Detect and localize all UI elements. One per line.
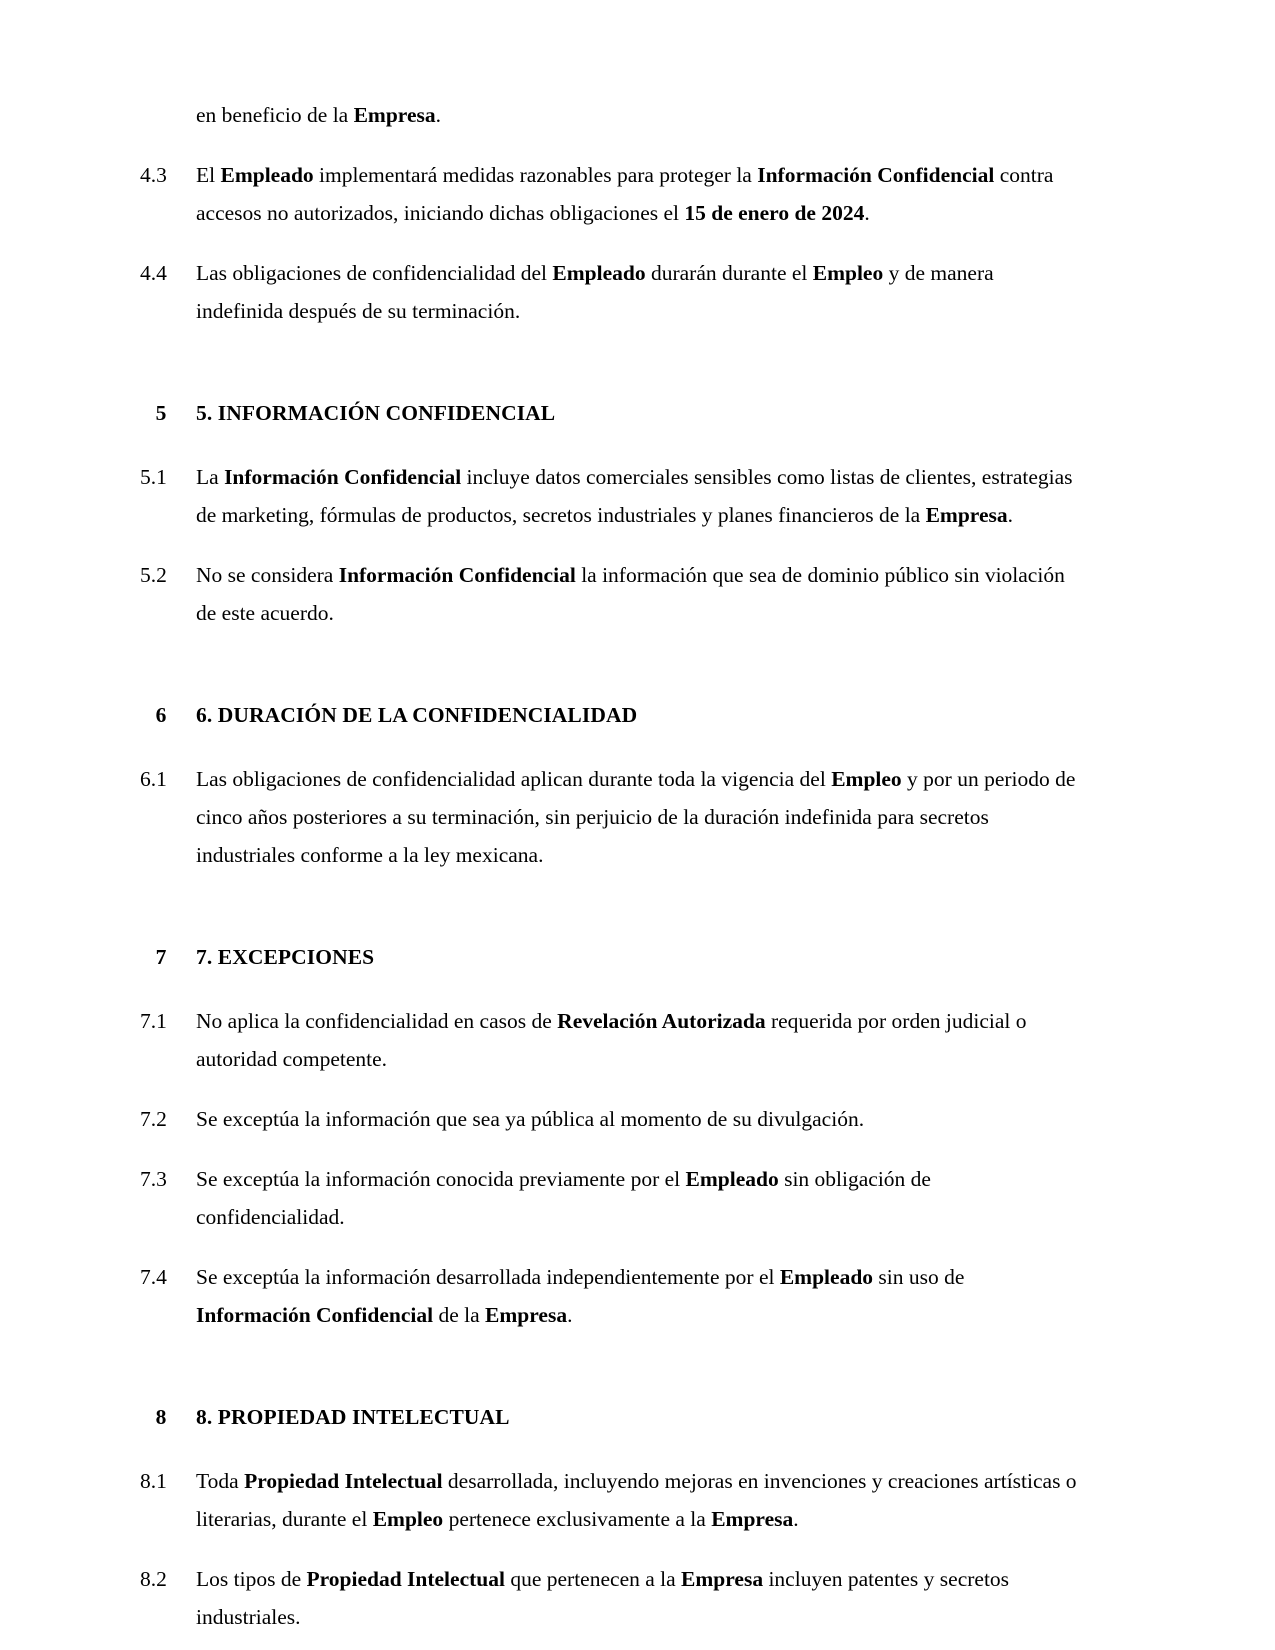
clause-item — [140, 1100, 1080, 1138]
clause-text: Las obligaciones de confidencialidad aplican durante toda la vigencia del Empleo y por un periodo de cinco años posteriores a su terminación, sin perjuicio de la duración indefinida para secretos industriales conforme a la ley mexicana. — [196, 767, 1076, 867]
section-number: 8 — [155, 1405, 167, 1429]
clause-item — [140, 1160, 1080, 1236]
clause-item — [140, 1002, 1080, 1078]
clause-item — [140, 1462, 1080, 1538]
clause-number: 4.4 — [140, 261, 167, 285]
section-heading — [140, 1398, 1080, 1436]
section-title: 5. INFORMACIÓN CONFIDENCIAL — [196, 401, 556, 425]
clause-item — [140, 1560, 1080, 1636]
clause-number: 6.1 — [140, 767, 167, 791]
clause-item — [140, 458, 1080, 534]
clause-item — [140, 1258, 1080, 1334]
clause-number: 7.2 — [140, 1107, 167, 1131]
clause-text: El Empleado implementará medidas razonables para proteger la Información Confidencial contra accesos no autorizados, iniciando dichas obligaciones el 15 de enero de 2024. — [196, 163, 1054, 225]
clause-text: Se exceptúa la información que sea ya pública al momento de su divulgación. — [196, 1107, 865, 1131]
clause-text: Se exceptúa la información desarrollada independientemente por el Empleado sin uso de Información Confidencial de la Empresa. — [196, 1265, 965, 1327]
section-title: 8. PROPIEDAD INTELECTUAL — [196, 1405, 510, 1429]
clause-item — [140, 760, 1080, 874]
clause-number: 4.3 — [140, 163, 167, 187]
section-title: 7. EXCEPCIONES — [196, 945, 375, 969]
section-heading — [140, 394, 1080, 432]
clause-text: Las obligaciones de confidencialidad del Empleado durarán durante el Empleo y de manera indefinida después de su terminación. — [196, 261, 994, 323]
clause-number: 7.3 — [140, 1167, 167, 1191]
clause-number: 7.4 — [140, 1265, 167, 1289]
clause-number: 8.2 — [140, 1567, 167, 1591]
clause-item — [140, 156, 1080, 232]
clause-text: Toda Propiedad Intelectual desarrollada, incluyendo mejoras en invenciones y creaciones artísticas o literarias, durante el Empleo pertenece exclusivamente a la Empresa. — [196, 1469, 1077, 1531]
continuation-paragraph: en beneficio de la Empresa. — [196, 103, 441, 127]
clause-number: 8.1 — [140, 1469, 167, 1493]
clause-list — [140, 156, 1080, 1636]
clause-text: No aplica la confidencialidad en casos de Revelación Autorizada requerida por orden judicial o autoridad competente. — [196, 1009, 1027, 1071]
clause-number: 7.1 — [140, 1009, 167, 1033]
section-number: 7 — [155, 945, 167, 969]
clause-text: Los tipos de Propiedad Intelectual que pertenecen a la Empresa incluyen patentes y secretos industriales. — [196, 1567, 1010, 1629]
section-number: 6 — [155, 703, 167, 727]
section-heading — [140, 696, 1080, 734]
section-title: 6. DURACIÓN DE LA CONFIDENCIALIDAD — [196, 703, 638, 727]
section-heading — [140, 938, 1080, 976]
clause-item — [140, 254, 1080, 330]
section-number: 5 — [155, 401, 167, 425]
clause-text: No se considera Información Confidencial la información que sea de dominio público sin violación de este acuerdo. — [196, 563, 1065, 625]
clause-text: La Información Confidencial incluye datos comerciales sensibles como listas de clientes, estrategias de marketing, fórmulas de productos, secretos industriales y planes financieros de la Empresa. — [196, 465, 1073, 527]
clause-number: 5.1 — [140, 465, 167, 489]
clause-number: 5.2 — [140, 563, 167, 587]
clause-text: Se exceptúa la información conocida previamente por el Empleado sin obligación de confidencialidad. — [196, 1167, 931, 1229]
clause-item — [140, 556, 1080, 632]
document-content — [140, 96, 1080, 1636]
